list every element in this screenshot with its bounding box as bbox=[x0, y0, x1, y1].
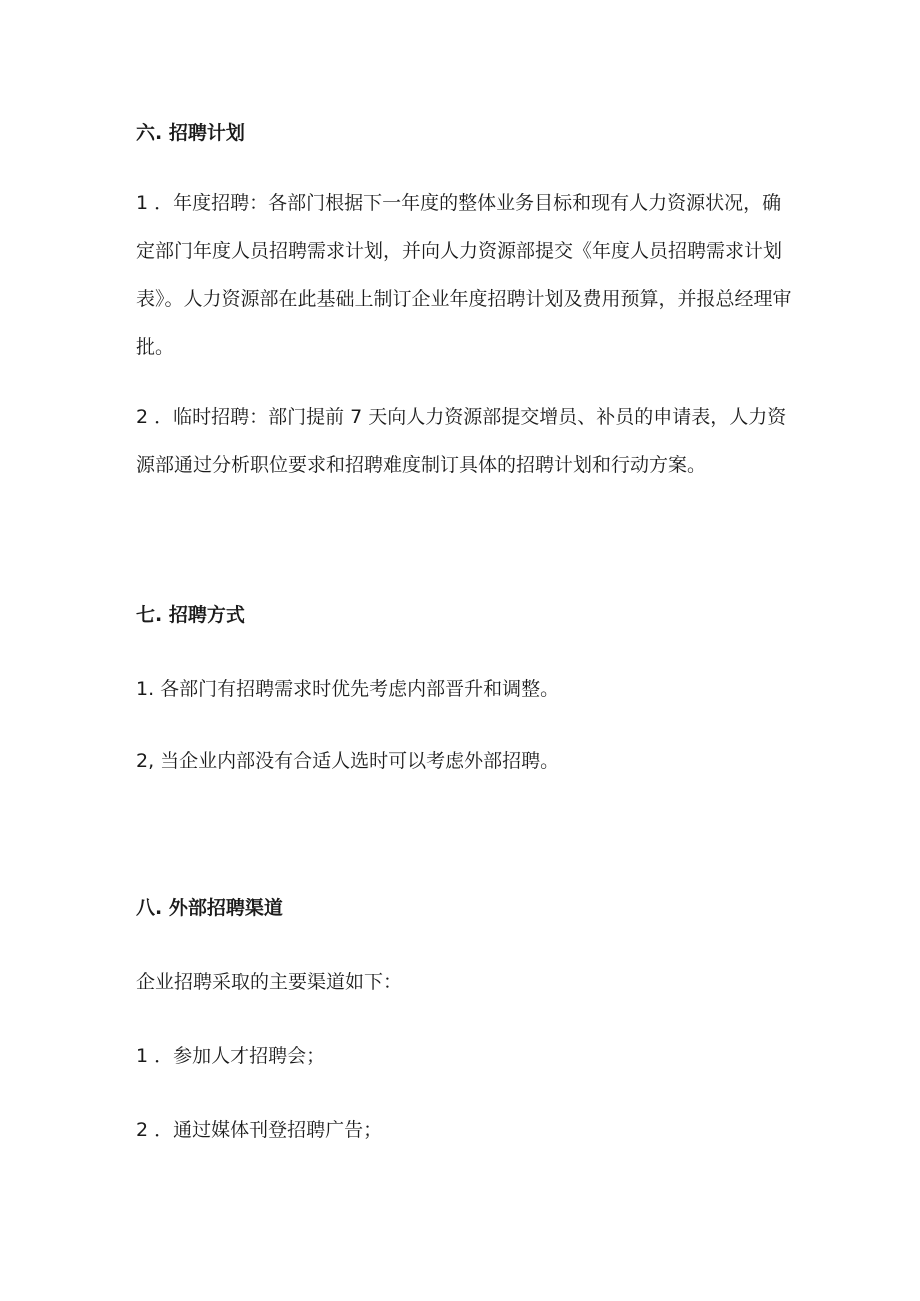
list-item-media-ads: 2 ．通过媒体刊登招聘广告； bbox=[136, 1119, 383, 1141]
paragraph-temporary-recruitment: 2 ．临时招聘：部门提前 7 天向人力资源部提交增员、补员的申请表，人力资源部通过分析职位要求和招聘难度制订具体的招聘计划和行动方案。 bbox=[136, 406, 787, 476]
section-heading-recruitment-methods: 七. 招聘方式 bbox=[136, 604, 245, 626]
list-item-job-fair: 1 ．参加人才招聘会； bbox=[136, 1045, 326, 1067]
paragraph-internal-priority: 1. 各部门有招聘需求时优先考虑内部晋升和调整。 bbox=[136, 678, 560, 700]
section-heading-external-channels: 八. 外部招聘渠道 bbox=[136, 897, 283, 919]
paragraph-external-recruitment: 2, 当企业内部没有合适人选时可以考虑外部招聘。 bbox=[136, 750, 560, 772]
paragraph-main-channels-intro: 企业招聘采取的主要渠道如下： bbox=[136, 971, 403, 993]
paragraph-annual-recruitment: 1 ．年度招聘：各部门根据下一年度的整体业务目标和现有人力资源状况，确定部门年度人员招聘需求计划，并向人力资源部提交《年度人员招聘需求计划表》。人力资源部在此基础上制订企业年度招聘计划及费用预算，并报总经理审批。 bbox=[136, 192, 792, 358]
section-heading-recruitment-plan: 六. 招聘计划 bbox=[136, 122, 245, 144]
